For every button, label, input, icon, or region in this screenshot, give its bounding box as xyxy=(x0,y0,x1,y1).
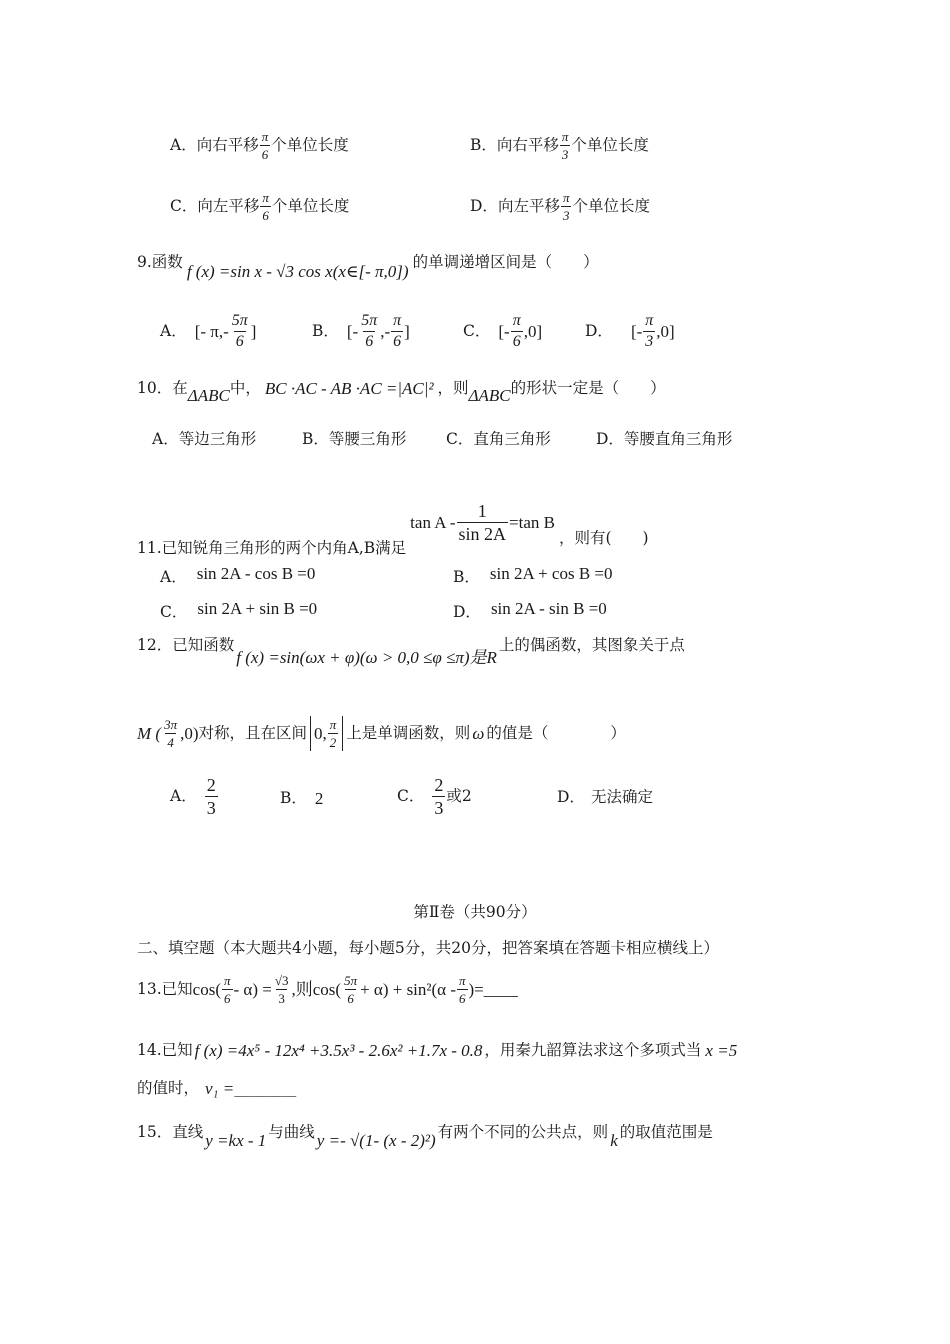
option-tail: 个单位长度 xyxy=(572,196,650,215)
formula: y =kx - 1 xyxy=(205,1131,267,1150)
option-text: 向左平移 xyxy=(497,196,560,215)
question-number: 9. xyxy=(137,252,152,271)
part-title: 第Ⅱ卷（共90分） xyxy=(413,903,537,921)
fraction: $\frac{5\pi}{6}$ xyxy=(361,312,378,350)
option-label: D． xyxy=(470,196,498,215)
q8-option-b xyxy=(470,130,649,161)
q10-option-c: C．直角三角形 xyxy=(446,430,551,448)
question-number: 15． xyxy=(137,1122,173,1141)
fraction: $\frac{\pi}{6}$ xyxy=(393,312,402,350)
q14-line2: 的值时， v₁ = ________ xyxy=(137,1078,297,1098)
answer-blank: ________ xyxy=(234,1078,297,1097)
formula: BC ·AC - AB ·AC =|AC|² xyxy=(264,379,434,398)
q9-option-c: C． [- $\frac{\pi}{6}$ ,0] xyxy=(463,312,543,350)
fraction: $\frac{\pi}{3}$ xyxy=(561,129,569,162)
question-lead: 函数 xyxy=(151,252,183,271)
fraction: $\frac{1}{\sin 2A}$ xyxy=(458,501,507,544)
option-text: 向左平移 xyxy=(197,196,260,215)
question-number: 10． xyxy=(137,378,173,397)
q12-option-a: A． $\frac{2}{3}$ xyxy=(170,775,216,818)
fraction: $\frac{\pi}{6}$ xyxy=(224,973,231,1006)
option-text: 向右平移 xyxy=(196,135,259,154)
fraction: $\frac{3\pi}{4}$ xyxy=(164,717,178,750)
q9-option-d: D． [- $\frac{\pi}{3}$ ,0] xyxy=(585,312,675,350)
section-heading: 二、填空题（本大题共4小题，每小题5分，共20分，把答案填在答题卡相应横线上） xyxy=(137,939,719,957)
q11-option-d: D． sin 2A - sin B =0 xyxy=(453,599,607,621)
question-number: 11. xyxy=(137,539,162,558)
question-number: 14. xyxy=(137,1040,162,1059)
fraction: $\frac{\pi}{6}$ xyxy=(512,312,521,350)
option-label: B． xyxy=(470,135,497,154)
q13-stem: 13. 已知 cos( $\frac{\pi}{6}$ - α) = $\frac{√3}{3}$ ,则cos( $\frac{5\pi}{6}$ + α) + sin²(α - $\frac{\pi}{6}$ )=____ xyxy=(137,973,518,1006)
option-text: 向右平移 xyxy=(496,135,559,154)
formula: f (x) =sin x - √3 cos x(x∈[- π,0]) xyxy=(186,262,409,281)
q11-option-b: B． sin 2A + cos B =0 xyxy=(453,564,613,586)
q12-option-b: B． 2 xyxy=(280,788,324,808)
question-number: 12． xyxy=(137,635,173,654)
q8-option-c xyxy=(170,191,349,222)
option-tail: 个单位长度 xyxy=(571,135,649,154)
q9-option-b: B． [- $\frac{5\pi}{6}$ ,- $\frac{\pi}{6}$ ] xyxy=(312,312,410,350)
interval: 0, $\frac{\pi}{2}$ xyxy=(310,716,343,751)
option-tail: 个单位长度 xyxy=(271,196,350,215)
fraction: $\frac{\pi}{6}$ xyxy=(261,129,269,162)
option-tail: 个单位长度 xyxy=(271,135,349,154)
q11-stem: 11. 已知锐角三角形的两个内角A,B满足 tan A - $\frac{1}{\sin 2A}$ =tan B ，则有( ) xyxy=(137,501,649,558)
q14-stem: 14. 已知 f (x) =4x⁵ - 12x⁴ +3.5x³ - 2.6x² +1.7x - 0.8 ，用秦九韶算法求这个多项式当 x =5 xyxy=(137,1040,738,1060)
q8-option-a xyxy=(170,130,349,161)
question-tail: 的单调递增区间是（ ） xyxy=(412,252,599,271)
fraction: $\frac{\pi}{3}$ xyxy=(645,312,654,350)
q12-option-c: C． $\frac{2}{3}$ 或2 xyxy=(397,775,472,818)
formula: tan A - xyxy=(410,513,456,533)
formula: f (x) =4x⁵ - 12x⁴ +3.5x³ - 2.6x² +1.7x - 0.8 xyxy=(194,1041,483,1060)
q12-line2: M ( $\frac{3\pi}{4}$ ,0) 对称，且在区间 0, $\frac{\pi}{2}$ 上是单调函数，则 ω 的值是（ ） xyxy=(137,717,626,750)
q9-stem xyxy=(137,252,599,281)
formula: f (x) =sin(ωx + φ)(ω > 0,0 ≤φ ≤π)是R xyxy=(236,648,497,667)
answer-blank: )=____ xyxy=(468,980,518,1000)
q11-option-a: A． sin 2A - cos B =0 xyxy=(160,564,316,586)
question-number: 13. xyxy=(137,979,162,998)
formula: y =- √(1- (x - 2)²) xyxy=(316,1131,436,1150)
option-label: C． xyxy=(170,196,198,215)
fraction: $\frac{\pi}{2}$ xyxy=(329,717,337,750)
fraction: $\frac{\pi}{6}$ xyxy=(262,190,269,223)
q10-option-d: D．等腰直角三角形 xyxy=(596,430,733,448)
fraction: $\frac{2}{3}$ xyxy=(206,775,216,818)
option-label: A． xyxy=(170,135,197,154)
q8-option-d xyxy=(470,191,650,222)
q15-stem: 15． 直线 y =kx - 1 与曲线 y =- √(1- (x - 2)²) 有两个不同的公共点，则 k 的取值范围是 xyxy=(137,1122,713,1150)
q10-stem: 10． 在 ΔABC 中， BC ·AC - AB ·AC =|AC|² ，则 ΔABC 的形状一定是（ ） xyxy=(137,378,666,405)
formula: ΔABC xyxy=(187,386,230,405)
fraction: $\frac{\pi}{3}$ xyxy=(562,190,570,223)
fraction: $\frac{2}{3}$ xyxy=(434,775,444,818)
q11-option-c: C． sin 2A + sin B =0 xyxy=(160,599,318,621)
fraction: $\frac{√3}{3}$ xyxy=(274,973,289,1006)
formula: ΔABC xyxy=(468,386,511,405)
q9-option-a: A． [- π,- $\frac{5\pi}{6}$ ] xyxy=(160,312,257,350)
q10-option-b: B．等腰三角形 xyxy=(302,430,407,448)
fraction: $\frac{\pi}{6}$ xyxy=(459,973,466,1006)
fraction: $\frac{5\pi}{6}$ xyxy=(231,312,248,350)
fraction: $\frac{5\pi}{6}$ xyxy=(344,973,358,1006)
q12-option-d: D． 无法确定 xyxy=(557,788,653,806)
q10-option-a: A．等边三角形 xyxy=(152,430,257,448)
q12-stem: 12． 已知函数 f (x) =sin(ωx + φ)(ω > 0,0 ≤φ ≤π)是R 上的偶函数，其图象关于点 xyxy=(137,635,685,667)
